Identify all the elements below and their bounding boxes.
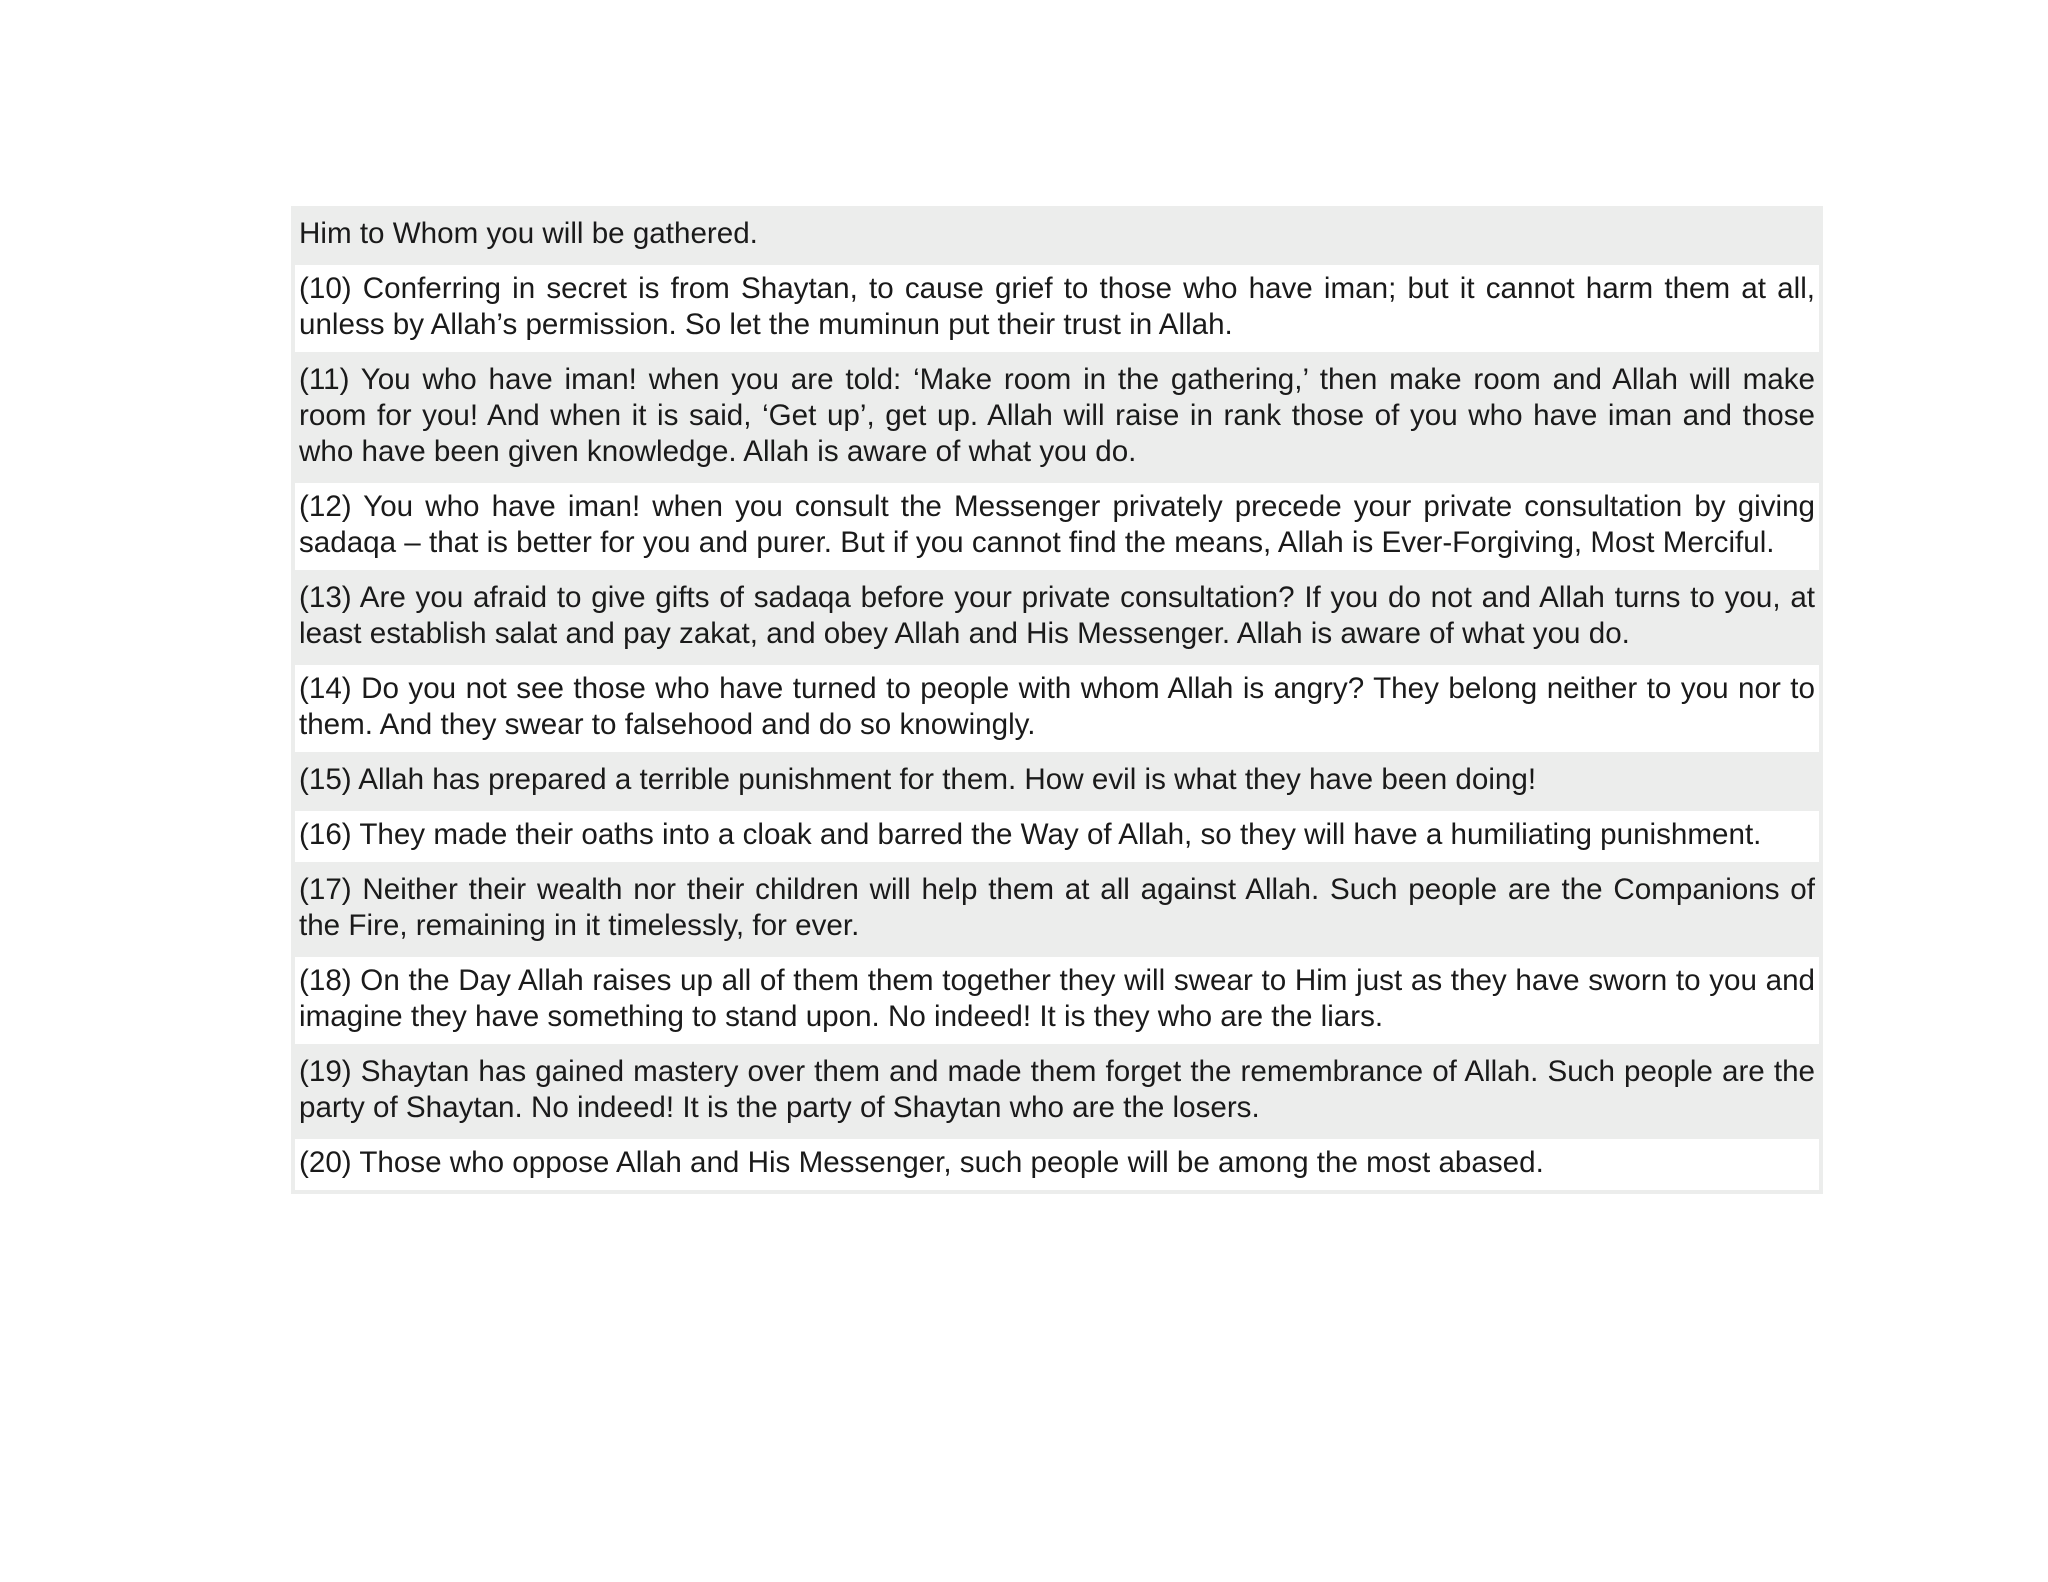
verse-row-17: (17) Neither their wealth nor their children will help them at all against Allah. Such people are the Companions of the Fire, remaining in it timelessly, for ever. bbox=[295, 866, 1819, 953]
verse-row-19: (19) Shaytan has gained mastery over them and made them forget the remembrance of Allah. Such people are the party of Shaytan. No indeed! It is the party of Shaytan who are the losers. bbox=[295, 1048, 1819, 1135]
verse-row-9-end: Him to Whom you will be gathered. bbox=[295, 210, 1819, 261]
verse-row-10: (10) Conferring in secret is from Shaytan, to cause grief to those who have iman; but it cannot harm them at all, unless by Allah’s permission. So let the muminun put their trust in Allah. bbox=[295, 265, 1819, 352]
verse-row-12: (12) You who have iman! when you consult the Messenger privately precede your private consultation by giving sadaqa – that is better for you and purer. But if you cannot find the means, Allah is Ever-Forgiving, Most Merciful. bbox=[295, 483, 1819, 570]
verse-row-14: (14) Do you not see those who have turned to people with whom Allah is angry? They belong neither to you nor to them. And they swear to falsehood and do so knowingly. bbox=[295, 665, 1819, 752]
verse-row-16: (16) They made their oaths into a cloak and barred the Way of Allah, so they will have a humiliating punishment. bbox=[295, 811, 1819, 862]
verse-row-13: (13) Are you afraid to give gifts of sadaqa before your private consultation? If you do not and Allah turns to you, at least establish salat and pay zakat, and obey Allah and His Messenger. Allah is aware of what you do. bbox=[295, 574, 1819, 661]
verse-row-20: (20) Those who oppose Allah and His Messenger, such people will be among the most abased. bbox=[295, 1139, 1819, 1190]
verse-table bbox=[291, 206, 1823, 1194]
verse-row-18: (18) On the Day Allah raises up all of them them together they will swear to Him just as they have sworn to you and imagine they have something to stand upon. No indeed! It is they who are the liars. bbox=[295, 957, 1819, 1044]
verse-row-11: (11) You who have iman! when you are told: ‘Make room in the gathering,’ then make room and Allah will make room for you! And when it is said, ‘Get up’, get up. Allah will raise in rank those of you who have iman and those who have been given knowledge. Allah is aware of what you do. bbox=[295, 356, 1819, 479]
verse-row-15: (15) Allah has prepared a terrible punishment for them. How evil is what they have been doing! bbox=[295, 756, 1819, 807]
